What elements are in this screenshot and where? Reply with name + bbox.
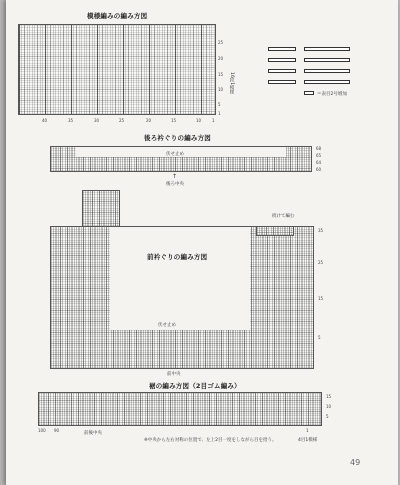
pattern-page bbox=[6, 0, 398, 485]
cable-tick-20: 20 bbox=[218, 56, 224, 61]
front-neck-bindoff: 伏せ止め bbox=[158, 323, 176, 328]
cable-x-1: 1 bbox=[212, 118, 215, 123]
front-neck-right-top bbox=[256, 226, 294, 236]
cable-repeat-note: 16段1模様 bbox=[229, 72, 234, 95]
legend-symbol-3b bbox=[304, 69, 350, 73]
cable-x-35: 35 bbox=[68, 118, 74, 123]
hem-ribbing-chart bbox=[38, 392, 322, 426]
cable-tick-1: 1 bbox=[218, 111, 221, 116]
front-neck-title: 前衿ぐりの編み方図 bbox=[147, 253, 208, 261]
cable-pattern-title: 模様編みの編み方図 bbox=[87, 12, 148, 20]
back-neck-center: 後ろ中央 bbox=[166, 182, 184, 187]
cable-x-25: 25 bbox=[119, 118, 125, 123]
front-tick-5: 5 bbox=[318, 335, 321, 340]
cable-x-20: 20 bbox=[146, 118, 152, 123]
cable-x-15: 15 bbox=[171, 118, 177, 123]
back-neck-arrow: ↑ bbox=[172, 173, 178, 180]
back-neck-tick-5: 68 bbox=[316, 146, 322, 151]
hem-x-1: 1 bbox=[306, 428, 309, 433]
legend-symbol-2b bbox=[304, 58, 350, 62]
hem-repeat: 4目1模様 bbox=[298, 438, 318, 443]
legend-note: ＝表目2号増加 bbox=[317, 92, 347, 97]
page-number: 49 bbox=[350, 458, 361, 467]
cable-x-10: 10 bbox=[196, 118, 202, 123]
hem-note: ※中央から左右対称の位置で、左上2目一度をしながら目を拾う。 bbox=[144, 438, 277, 443]
cable-tick-25: 25 bbox=[218, 40, 224, 45]
cable-pattern-chart bbox=[18, 24, 216, 115]
front-tick-15: 15 bbox=[318, 296, 324, 301]
front-tick-35: 35 bbox=[318, 228, 324, 233]
back-neck-bindoff: 伏せ止め bbox=[166, 152, 184, 157]
front-neck-left-top bbox=[82, 190, 120, 227]
front-neck-center: 前中央 bbox=[167, 372, 181, 377]
legend-symbol-1a bbox=[268, 47, 296, 51]
front-tick-25: 25 bbox=[318, 260, 324, 265]
legend-symbol-2a bbox=[268, 58, 296, 62]
back-neck-tick-4: 65 bbox=[316, 153, 322, 158]
cable-tick-5: 5 bbox=[218, 102, 221, 107]
cable-x-30: 30 bbox=[94, 118, 100, 123]
front-neck-cutout bbox=[110, 227, 250, 330]
hem-x-100: 100 bbox=[38, 428, 46, 433]
back-neck-tick-3: 64 bbox=[316, 160, 322, 165]
hem-y-15: 15 bbox=[326, 394, 332, 399]
legend-symbol-1b bbox=[304, 47, 350, 51]
front-neck-continue: 続けて編む bbox=[272, 214, 295, 219]
cable-x-40: 40 bbox=[42, 118, 48, 123]
legend-symbol-3a bbox=[268, 69, 296, 73]
back-neck-title: 後ろ衿ぐりの編み方図 bbox=[144, 134, 211, 142]
hem-y-5: 5 bbox=[326, 414, 329, 419]
legend-symbol-4b bbox=[304, 80, 350, 84]
hem-x-90: 90 bbox=[54, 428, 60, 433]
legend-symbol-4a bbox=[268, 80, 296, 84]
back-neck-tick-2: 60 bbox=[316, 167, 322, 172]
cable-tick-15: 15 bbox=[218, 72, 224, 77]
legend-symbol-5 bbox=[304, 91, 314, 95]
cable-tick-10: 10 bbox=[218, 87, 224, 92]
hem-y-10: 10 bbox=[326, 404, 332, 409]
hem-center: 前後中央 bbox=[84, 431, 102, 436]
hem-title: 裾の編み方図（2目ゴム編み） bbox=[149, 382, 241, 390]
